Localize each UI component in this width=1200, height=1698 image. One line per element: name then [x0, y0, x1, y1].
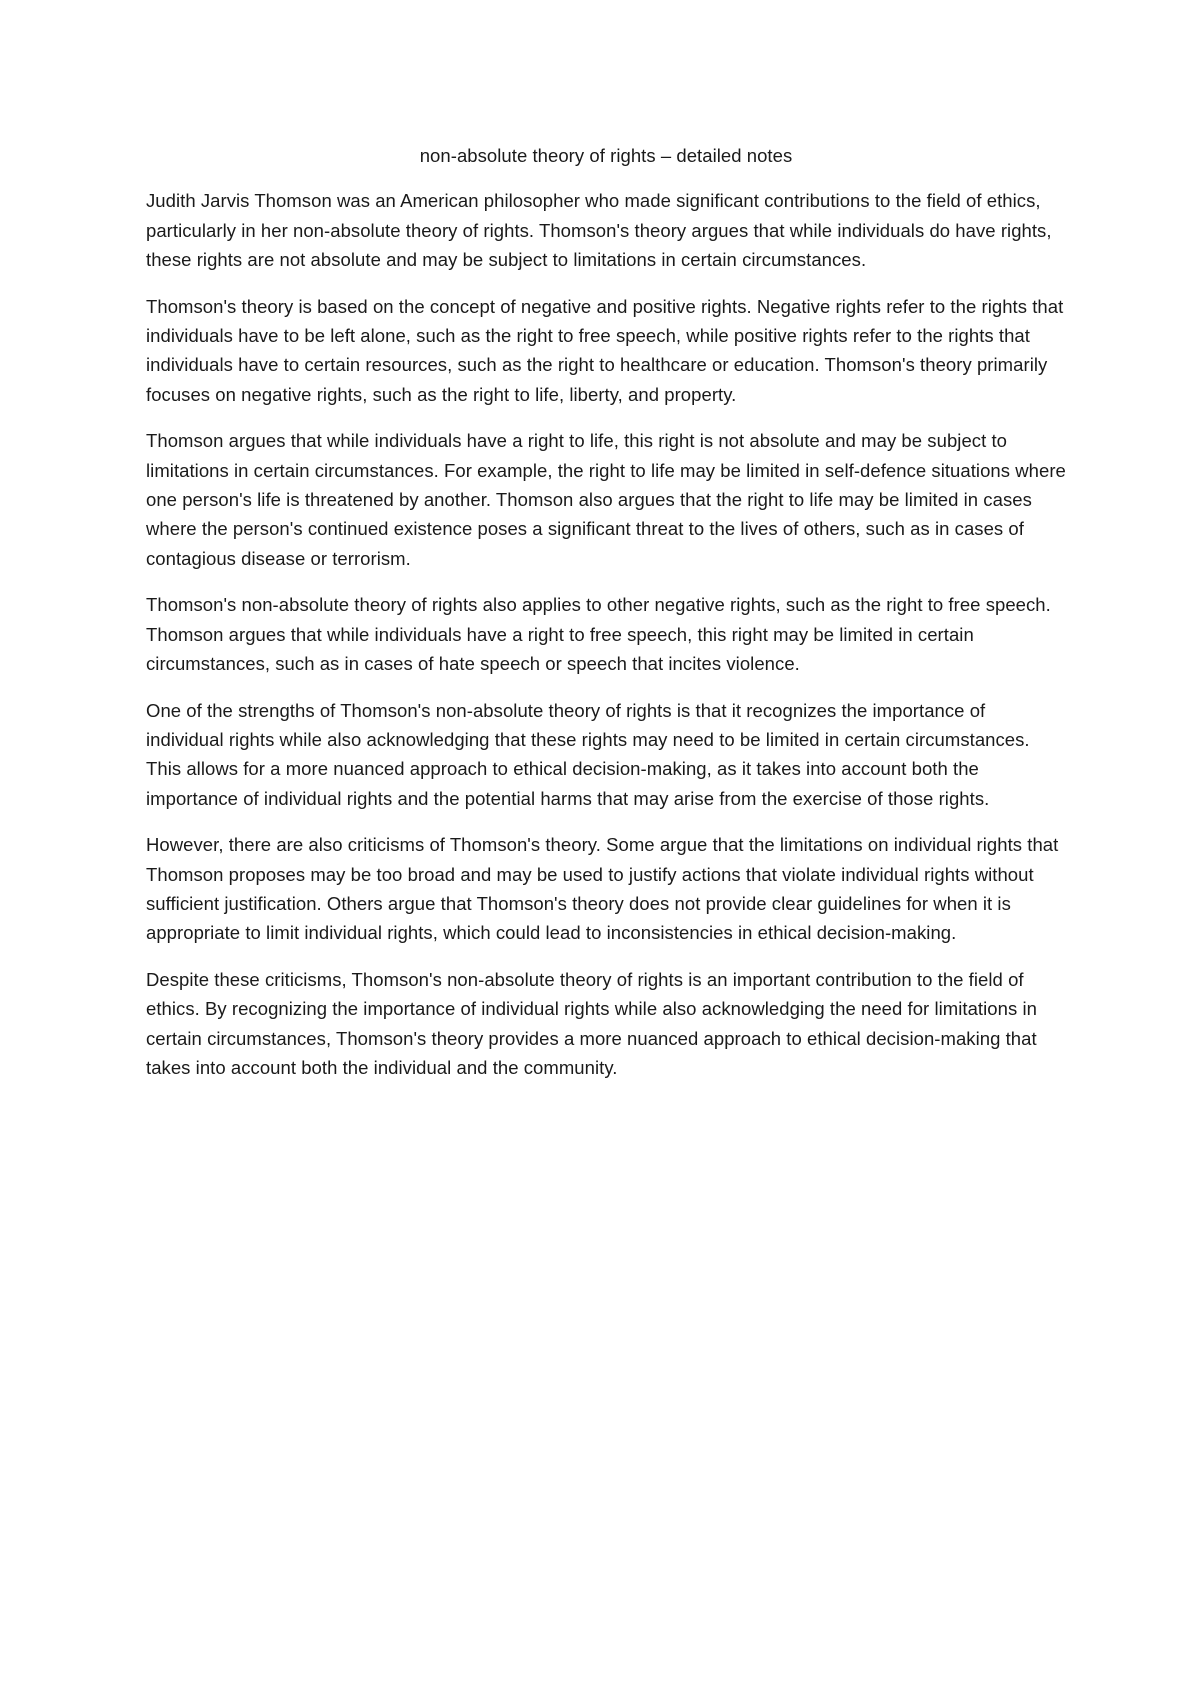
paragraph-criticisms: However, there are also criticisms of Thomson's theory. Some argue that the limitations on individual rights that Thomson proposes may be too broad and may be used to justify actions that violate individual rights without sufficient justification. Others argue that Thomson's theory does not provide clear guidelines for when it is appropriate to limit individual rights, which could lead to inconsistencies in ethical decision-making.: [146, 834, 1059, 944]
paragraph-intro: Judith Jarvis Thomson was an American philosopher who made significant contributions to the field of ethics, particularly in her non-absolute theory of rights. Thomson's theory argues that while individuals do have rights, these rights are not absolute and may be subject to limitations in certain circumstances.: [146, 190, 1052, 271]
document-body: [146, 141, 1066, 1099]
paragraph-free-speech: Thomson's non-absolute theory of rights also applies to other negative rights, such as the right to free speech. Thomson argues that while individuals have a right to free speech, this right may be limited in certain circumstances, such as in cases of hate speech or speech that incites violence.: [146, 594, 1051, 675]
paragraph-negative-positive-rights: Thomson's theory is based on the concept of negative and positive rights. Negative rights refer to the rights that individuals have to be left alone, such as the right to free speech, while positive rights refer to the rights that individuals have to certain resources, such as the right to healthcare or education. Thomson's theory primarily focuses on negative rights, such as the right to life, liberty, and property.: [146, 295, 1064, 405]
document-title: non-absolute theory of rights – detailed notes: [419, 145, 793, 166]
paragraph-conclusion: Despite these criticisms, Thomson's non-absolute theory of rights is an important contribution to the field of ethics. By recognizing the importance of individual rights while also acknowledging the need for limitations in certain circumstances, Thomson's theory provides a more nuanced approach to ethical decision-making that takes into account both the individual and the community.: [146, 968, 1037, 1078]
paragraph-right-to-life: Thomson argues that while individuals have a right to life, this right is not absolute and may be subject to limitations in certain circumstances. For example, the right to life may be limited in self-defence situations where one person's life is threatened by another. Thomson also argues that the right to life may be limited in cases where the person's continued existence poses a significant threat to the lives of others, such as in cases of contagious disease or terrorism.: [146, 430, 1066, 569]
paragraph-strengths: One of the strengths of Thomson's non-absolute theory of rights is that it recognizes the importance of individual rights while also acknowledging that these rights may need to be limited in certain circumstances. This allows for a more nuanced approach to ethical decision-making, as it takes into account both the importance of individual rights and the potential harms that may arise from the exercise of those rights.: [146, 699, 1030, 809]
